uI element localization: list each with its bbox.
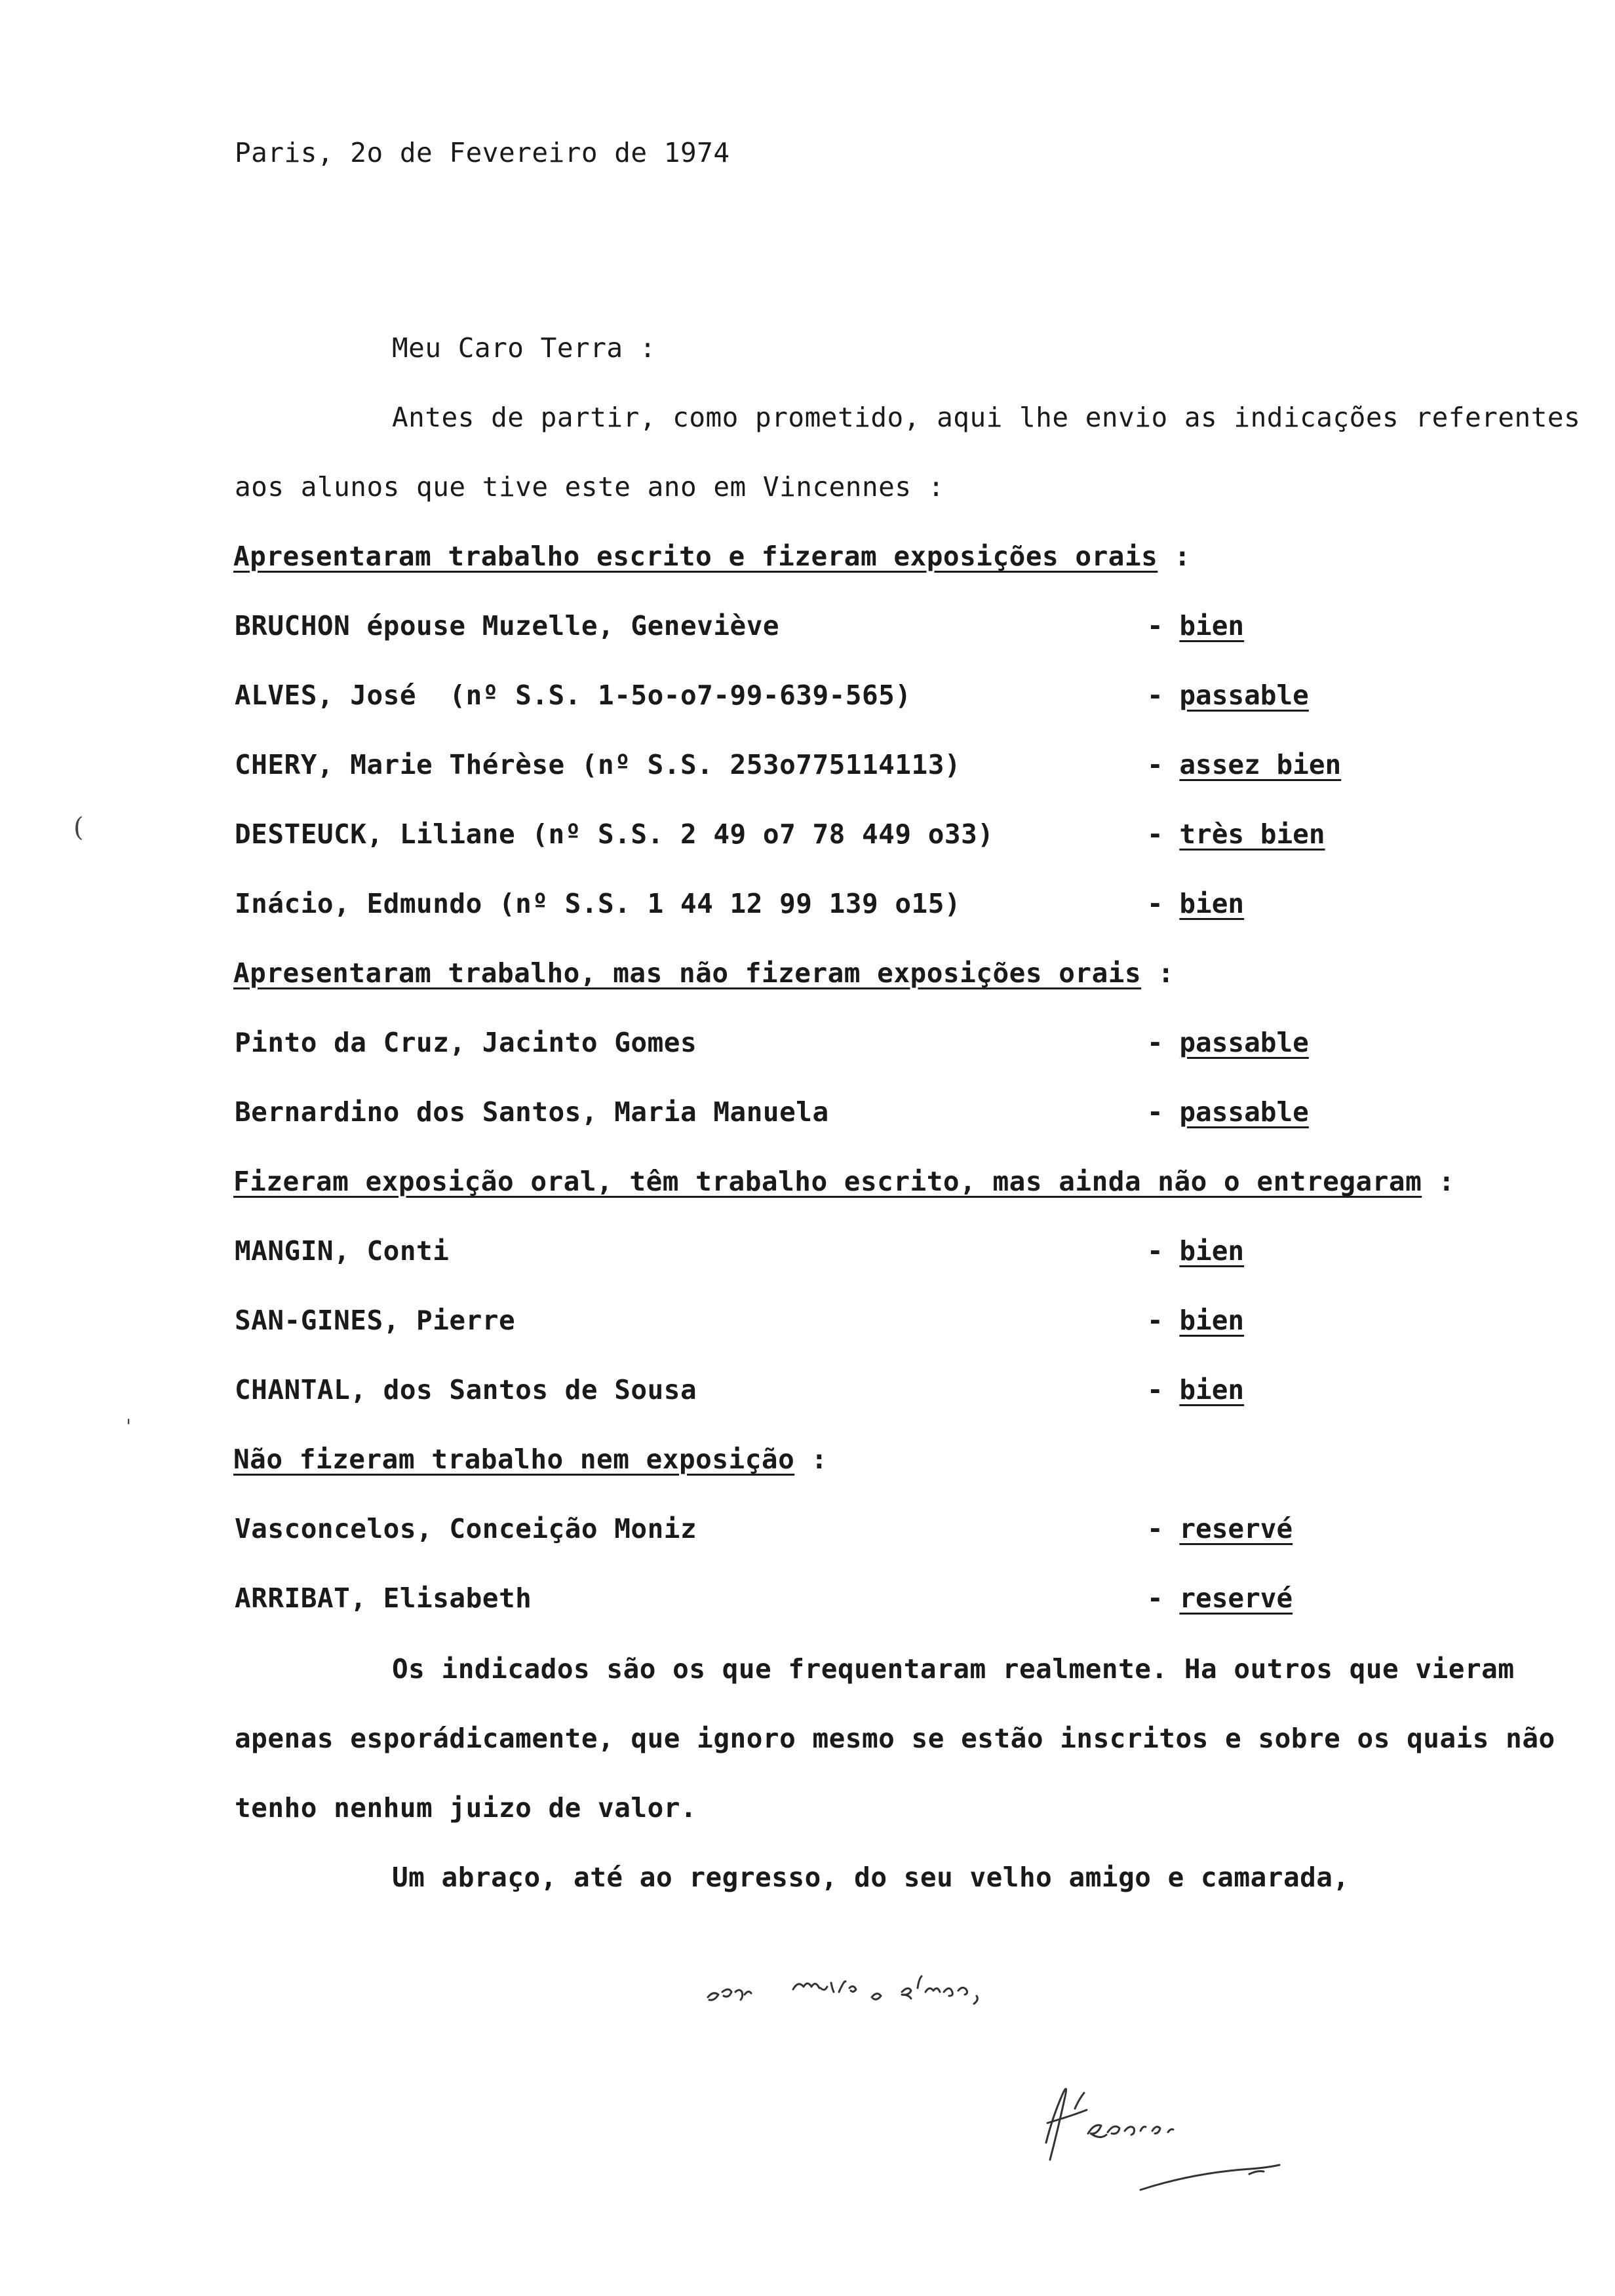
student-name: Vasconcelos, Conceição Moniz	[235, 1513, 697, 1544]
student-grade: - reservé	[1147, 1582, 1293, 1614]
student-name: Pinto da Cruz, Jacinto Gomes	[235, 1027, 697, 1058]
student-grade: - reservé	[1147, 1513, 1293, 1544]
student-name: DESTEUCK, Liliane (nº S.S. 2 49 o7 78 449 o33)	[235, 818, 994, 850]
student-name: ARRIBAT, Elisabeth	[235, 1582, 532, 1614]
student-grade: - bien	[1147, 610, 1245, 641]
student-name: CHANTAL, dos Santos de Sousa	[235, 1374, 697, 1406]
student-grade: - bien	[1147, 888, 1245, 919]
section-heading: Apresentaram trabalho escrito e fizeram exposições orais :	[233, 541, 1191, 572]
closing-line-1: Os indicados são os que frequentaram realmente. Ha outros que vieram	[392, 1653, 1515, 1685]
section-heading: Apresentaram trabalho, mas não fizeram exposições orais :	[233, 957, 1175, 989]
student-grade: - bien	[1147, 1305, 1245, 1336]
student-name: SAN-GINES, Pierre	[235, 1305, 516, 1336]
closing-line-3: tenho nenhum juizo de valor.	[235, 1792, 697, 1824]
student-name: ALVES, José (nº S.S. 1-5o-o7-99-639-565)	[235, 679, 912, 711]
student-grade: - assez bien	[1147, 749, 1342, 780]
section-heading: Não fizeram trabalho nem exposição :	[233, 1444, 828, 1475]
student-name: BRUCHON épouse Muzelle, Geneviève	[235, 610, 780, 641]
student-grade: - bien	[1147, 1374, 1245, 1406]
closing-line-2: apenas esporádicamente, que ignoro mesmo se estão inscritos e sobre os quais não	[235, 1723, 1555, 1754]
student-grade: - passable	[1147, 679, 1309, 711]
student-name: Inácio, Edmundo (nº S.S. 1 44 12 99 139 o15)	[235, 888, 962, 919]
margin-mark: '	[126, 1415, 132, 1438]
student-name: CHERY, Marie Thérèse (nº S.S. 253o775114113)	[235, 749, 962, 780]
letter-salutation: Meu Caro Terra :	[392, 332, 656, 364]
student-grade: - passable	[1147, 1027, 1309, 1058]
student-name: MANGIN, Conti	[235, 1235, 450, 1267]
letter-intro-line-2: aos alunos que tive este ano em Vincennes :	[235, 471, 944, 503]
student-grade: - très bien	[1147, 818, 1325, 850]
letter-place-date: Paris, 2o de Fevereiro de 1974	[235, 137, 730, 168]
student-name: Bernardino dos Santos, Maria Manuela	[235, 1096, 829, 1128]
student-grade: - bien	[1147, 1235, 1245, 1267]
student-grade: - passable	[1147, 1096, 1309, 1128]
margin-mark: (	[73, 813, 84, 843]
section-heading: Fizeram exposição oral, têm trabalho escrito, mas ainda não o entregaram :	[233, 1166, 1455, 1197]
farewell-line: Um abraço, até ao regresso, do seu velho amigo e camarada,	[392, 1862, 1350, 1893]
letter-intro-line-1: Antes de partir, como prometido, aqui lhe envio as indicações referentes	[392, 402, 1581, 433]
